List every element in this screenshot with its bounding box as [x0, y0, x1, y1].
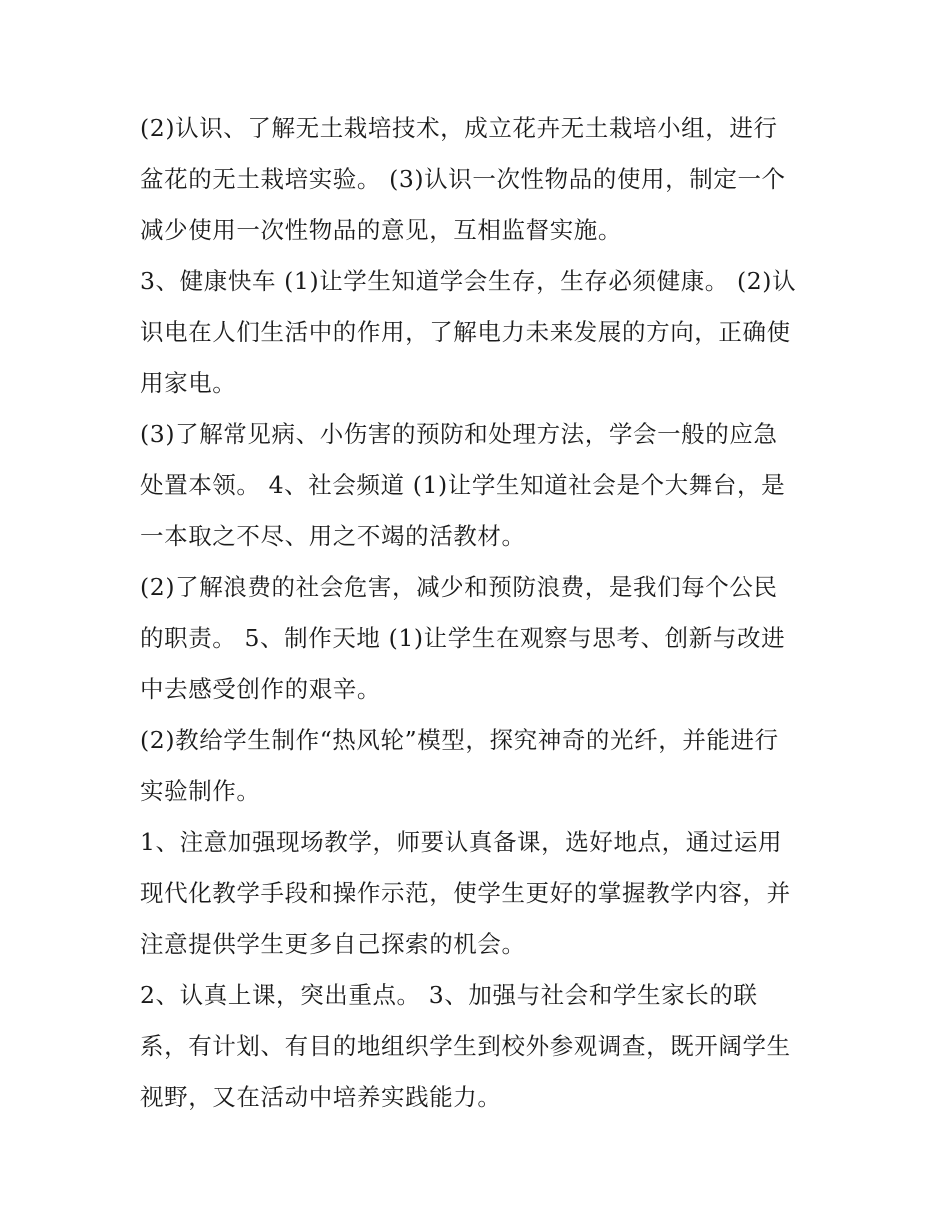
text-line: 视野，又在活动中培养实践能力。 — [140, 1083, 502, 1111]
text-line: 用家电。 — [140, 369, 237, 397]
text-line: 3、健康快车 (1)让学生知道学会生存，生存必须健康。 (2)认 — [140, 267, 797, 295]
text-line: 系，有计划、有目的地组织学生到校外参观调查，既开阔学生 — [140, 1032, 791, 1060]
paragraph-3 — [140, 409, 820, 562]
text-line: 处置本领。 4、社会频道 (1)让学生知道社会是个大舞台，是 — [140, 471, 786, 499]
text-line: 1、注意加强现场教学，师要认真备课，选好地点，通过运用 — [140, 828, 783, 856]
text-line: 2、认真上课，突出重点。 3、加强与社会和学生家长的联 — [140, 981, 758, 1009]
paragraph-2 — [140, 256, 820, 409]
paragraph-6 — [140, 817, 820, 970]
paragraph-7 — [140, 970, 820, 1123]
text-line: (2)教给学生制作“热风轮”模型，探究神奇的光纤，并能进行 — [140, 726, 779, 754]
paragraph-1 — [140, 103, 820, 256]
text-line: (2)认识、了解无土栽培技术，成立花卉无土栽培小组，进行 — [140, 114, 778, 142]
text-line: 现代化教学手段和操作示范，使学生更好的掌握教学内容，并 — [140, 879, 791, 907]
text-line: (2)了解浪费的社会危害，减少和预防浪费，是我们每个公民 — [140, 573, 778, 601]
text-line: 中去感受创作的艰辛。 — [140, 675, 381, 703]
text-line: (3)了解常见病、小伤害的预防和处理方法，学会一般的应急 — [140, 420, 778, 448]
text-line: 盆花的无土栽培实验。 (3)认识一次性物品的使用，制定一个 — [140, 165, 786, 193]
text-line: 减少使用一次性物品的意见，互相监督实施。 — [140, 216, 622, 244]
paragraph-4 — [140, 562, 820, 715]
paragraph-5 — [140, 715, 820, 817]
text-line: 实验制作。 — [140, 777, 261, 805]
text-line: 一本取之不尽、用之不竭的活教材。 — [140, 522, 526, 550]
text-line: 注意提供学生更多自己探索的机会。 — [140, 930, 526, 958]
text-line: 识电在人们生活中的作用，了解电力未来发展的方向，正确使 — [140, 318, 791, 346]
text-line: 的职责。 5、制作天地 (1)让学生在观察与思考、创新与改进 — [140, 624, 786, 652]
document-body — [140, 103, 820, 1123]
